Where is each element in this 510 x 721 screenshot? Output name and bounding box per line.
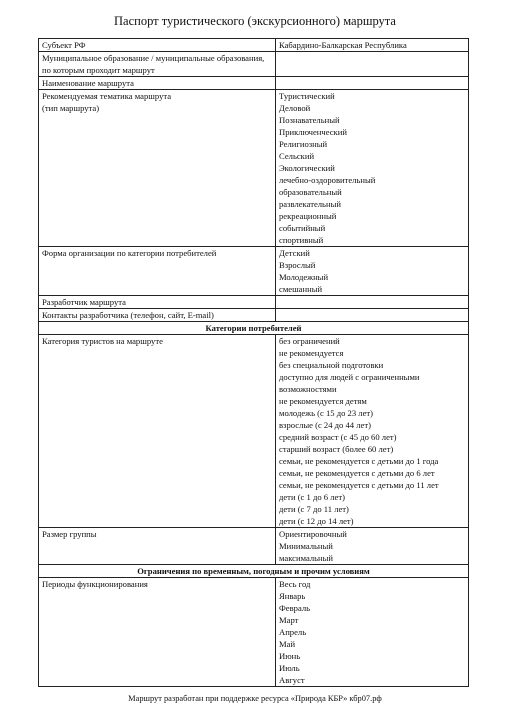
option-item: старший возраст (более 60 лет) — [279, 444, 394, 454]
option-item: событийный — [279, 223, 326, 233]
form-label: Форма организации по категории потребителей — [39, 247, 276, 296]
option-item: рекреационный — [279, 211, 337, 221]
option-item: Взрослый — [279, 260, 316, 270]
contacts-value[interactable] — [276, 309, 469, 322]
row-theme — [39, 90, 469, 247]
municipal-value[interactable] — [276, 52, 469, 77]
periods-options — [276, 578, 469, 687]
option-item: не рекомендуется детям — [279, 396, 367, 406]
option-item: спортивный — [279, 235, 324, 245]
route-passport-table — [38, 38, 469, 687]
option-item: средний возраст (с 45 до 60 лет) — [279, 432, 397, 442]
option-item: Сельский — [279, 151, 315, 161]
section-consumers-row — [39, 322, 469, 335]
option-item: дети (с 12 до 14 лет) — [279, 516, 354, 526]
section-consumers-heading: Категории потребителей — [39, 322, 469, 335]
option-item: Молодежный — [279, 272, 329, 282]
option-item: Религиозный — [279, 139, 328, 149]
municipal-label: Муниципальное образование / муниципальные образования, по которым проходит маршрут — [39, 52, 276, 77]
row-municipal — [39, 52, 469, 77]
option-item: дети (с 7 до 11 лет) — [279, 504, 349, 514]
option-item: Ориентировочный — [279, 529, 347, 539]
option-item: дети (с 1 до 6 лет) — [279, 492, 345, 502]
option-item: семьи, не рекомендуется с детьми до 11 лет — [279, 480, 439, 490]
theme-options — [276, 90, 469, 247]
group-size-options — [276, 528, 469, 565]
tourist-category-label: Категория туристов на маршруте — [39, 335, 276, 528]
option-item: Весь год — [279, 579, 311, 589]
option-item: Детский — [279, 248, 310, 258]
option-item: Июнь — [279, 651, 301, 661]
developer-value[interactable] — [276, 296, 469, 309]
periods-label: Периоды функционирования — [39, 578, 276, 687]
option-item: лечебно-оздоровительный — [279, 175, 376, 185]
row-periods — [39, 578, 469, 687]
row-developer — [39, 296, 469, 309]
group-size-label: Размер группы — [39, 528, 276, 565]
subject-value: Кабардино-Балкарская Республика — [276, 39, 469, 52]
option-item: Май — [279, 639, 296, 649]
row-contacts — [39, 309, 469, 322]
section-restrictions-row — [39, 565, 469, 578]
option-item: Март — [279, 615, 299, 625]
route-name-value[interactable] — [276, 77, 469, 90]
row-tourist-category — [39, 335, 469, 528]
option-item: Деловой — [279, 103, 311, 113]
document-title: Паспорт туристического (экскурсионного) маршрута — [114, 14, 396, 28]
option-item: Январь — [279, 591, 306, 601]
option-item: Июль — [279, 663, 300, 673]
row-route-name — [39, 77, 469, 90]
option-item: семьи, не рекомендуется с детьми до 6 лет — [279, 468, 435, 478]
option-item: образовательный — [279, 187, 342, 197]
developer-label: Разработчик маршрута — [39, 296, 276, 309]
option-item: Экологический — [279, 163, 335, 173]
option-item: без специальной подготовки — [279, 360, 384, 370]
option-item: молодежь (с 15 до 23 лет) — [279, 408, 373, 418]
row-group-size — [39, 528, 469, 565]
theme-label: Рекомендуемая тематика маршрута (тип маршрута) — [39, 90, 276, 247]
option-item: без ограничений — [279, 336, 340, 346]
option-item: развлекательный — [279, 199, 341, 209]
option-item: не рекомендуется — [279, 348, 344, 358]
option-item: Приключенческий — [279, 127, 347, 137]
option-item: смешанный — [279, 284, 323, 294]
option-item: максимальный — [279, 553, 334, 563]
row-subject — [39, 39, 469, 52]
option-item: Август — [279, 675, 305, 685]
form-options — [276, 247, 469, 296]
option-item: Февраль — [279, 603, 311, 613]
option-item: семьи, не рекомендуется с детьми до 1 года — [279, 456, 439, 466]
subject-label: Субъект РФ — [39, 39, 276, 52]
tourist-category-options — [276, 335, 469, 528]
option-item: Апрель — [279, 627, 307, 637]
option-item: доступно для людей с ограниченными возможностями — [279, 372, 420, 394]
option-item: Минимальный — [279, 541, 333, 551]
section-restrictions-heading: Ограничения по временным, погодным и прочим условиям — [39, 565, 469, 578]
document-footer: Маршрут разработан при поддержке ресурса «Природа КБР» кбр07.рф — [128, 694, 382, 703]
route-name-label: Наименование маршрута — [39, 77, 276, 90]
option-item: Познавательный — [279, 115, 340, 125]
option-item: Туристический — [279, 91, 335, 101]
row-form — [39, 247, 469, 296]
option-item: взрослые (с 24 до 44 лет) — [279, 420, 371, 430]
contacts-label: Контакты разработчика (телефон, сайт, E-mail) — [39, 309, 276, 322]
